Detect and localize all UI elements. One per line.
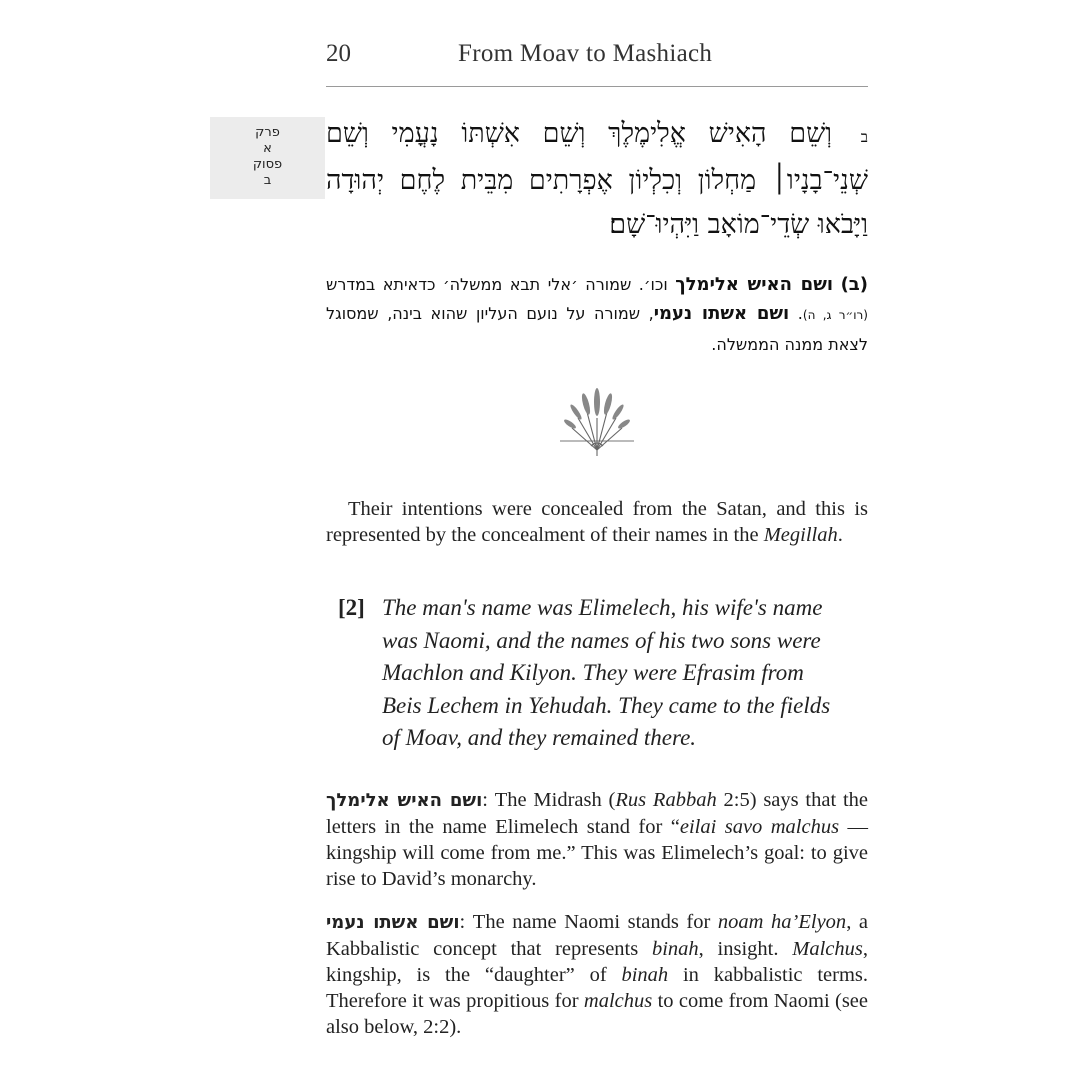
commentary-text-1: וכו׳. שמורה ׳אלי תבא ממשלה׳ כדאיתא במדרש — [326, 275, 676, 294]
p3-em-2: binah — [651, 938, 699, 960]
page-number: 20 — [326, 40, 351, 67]
commentary-text-1b: . — [789, 304, 803, 323]
p1-text-2: . — [837, 524, 843, 546]
page-header — [326, 36, 868, 87]
chapter-verse-tab — [210, 117, 325, 199]
paragraph-concealment — [326, 496, 868, 548]
p3-em-5: malchus — [583, 990, 653, 1012]
pasuk-label: פסוק — [252, 157, 283, 172]
translation-text: The man's name was Elimelech, his wife's name was Naomi, and the names of his two sons were Machlon and Kilyon. They were Efrasim from Beis Lechem in Yehudah. They came to the fields of Moav, and they remained there. — [382, 595, 831, 750]
p2-hebrew-lead: ושם האיש אלימלך — [326, 790, 483, 811]
commentary-marker: (ב) — [840, 274, 869, 295]
p1-em-1: Megillah — [763, 524, 838, 546]
p3-em-3: Malchus — [792, 938, 863, 960]
p3-em-1: noam ha’Elyon — [717, 911, 847, 933]
commentary-lead-2: ושם אשתו נעמי — [653, 303, 790, 324]
paragraph-elimelech — [326, 787, 868, 892]
p3-text-2: , a Kabbalistic concept that represents — [326, 911, 868, 960]
verse-text: וְשֵׁם הָאִישׁ אֱלִימֶלֶךְ וְשֵׁם אִשְׁתּוֹ נָעֳמִי וְשֵׁם שְׁנֵי־בָנָיו׀ מַחְלוֹן וְכִלְיוֹן אֶפְרָתִים מִבֵּית לֶחֶם יְהוּדָה וַיָּבֹאוּ שְׂדֵי־מוֹאָב וַיִּהְיוּ־שָׁם׃ — [326, 118, 868, 240]
p2-text-2: 2:5) says that the letters in the name Elimelech stand for “ — [326, 789, 868, 838]
p3-text-5: in kabbalistic terms. Therefore it was propitious for — [326, 964, 868, 1012]
p3-text-1: : The name Naomi stands for — [459, 911, 718, 933]
running-title: From Moav to Mashiach — [458, 40, 713, 67]
p2-em-1: Rus Rabbah — [615, 789, 717, 811]
p3-text-4: , kingship, is the “daughter” of — [326, 938, 868, 986]
wheat-sheaf-icon — [560, 388, 634, 460]
p3-text-6: to come from Naomi (see also below, 2:2). — [326, 990, 869, 1038]
pasuk-value: ב — [263, 173, 272, 188]
paragraph-naomi — [326, 909, 868, 1040]
p2-text-3: — kingship will come from me.” This was Elimelech’s goal: to give rise to David’s monarchy. — [326, 816, 868, 890]
verse-translation — [338, 592, 838, 755]
perek-value: א — [263, 141, 272, 156]
perek-label: פרק — [255, 125, 280, 140]
p2-em-2: eilai savo malchus — [679, 816, 840, 838]
p3-text-3: , insight. — [698, 938, 793, 960]
verse-number: ב — [860, 128, 868, 146]
commentary-lead-1: ושם האיש אלימלך — [675, 274, 834, 295]
translation-number: [2] — [338, 595, 365, 620]
hebrew-verse — [326, 112, 868, 247]
p3-hebrew-lead: ושם אשתו נעמי — [326, 912, 460, 933]
commentary-text-2: , שמורה על נועם העליון שהוא בינה, שמסוגל לצאת ממנה הממשלה. — [326, 304, 868, 354]
hebrew-commentary — [326, 270, 868, 359]
p3-em-4: binah — [621, 964, 669, 986]
commentary-citation: (רו״ר ג, ה) — [802, 308, 868, 322]
p1-text-1: Their intentions were concealed from the Satan, and this is represented by the concealment of their names in the — [326, 498, 868, 546]
p2-text-1: : The Midrash ( — [482, 789, 616, 811]
